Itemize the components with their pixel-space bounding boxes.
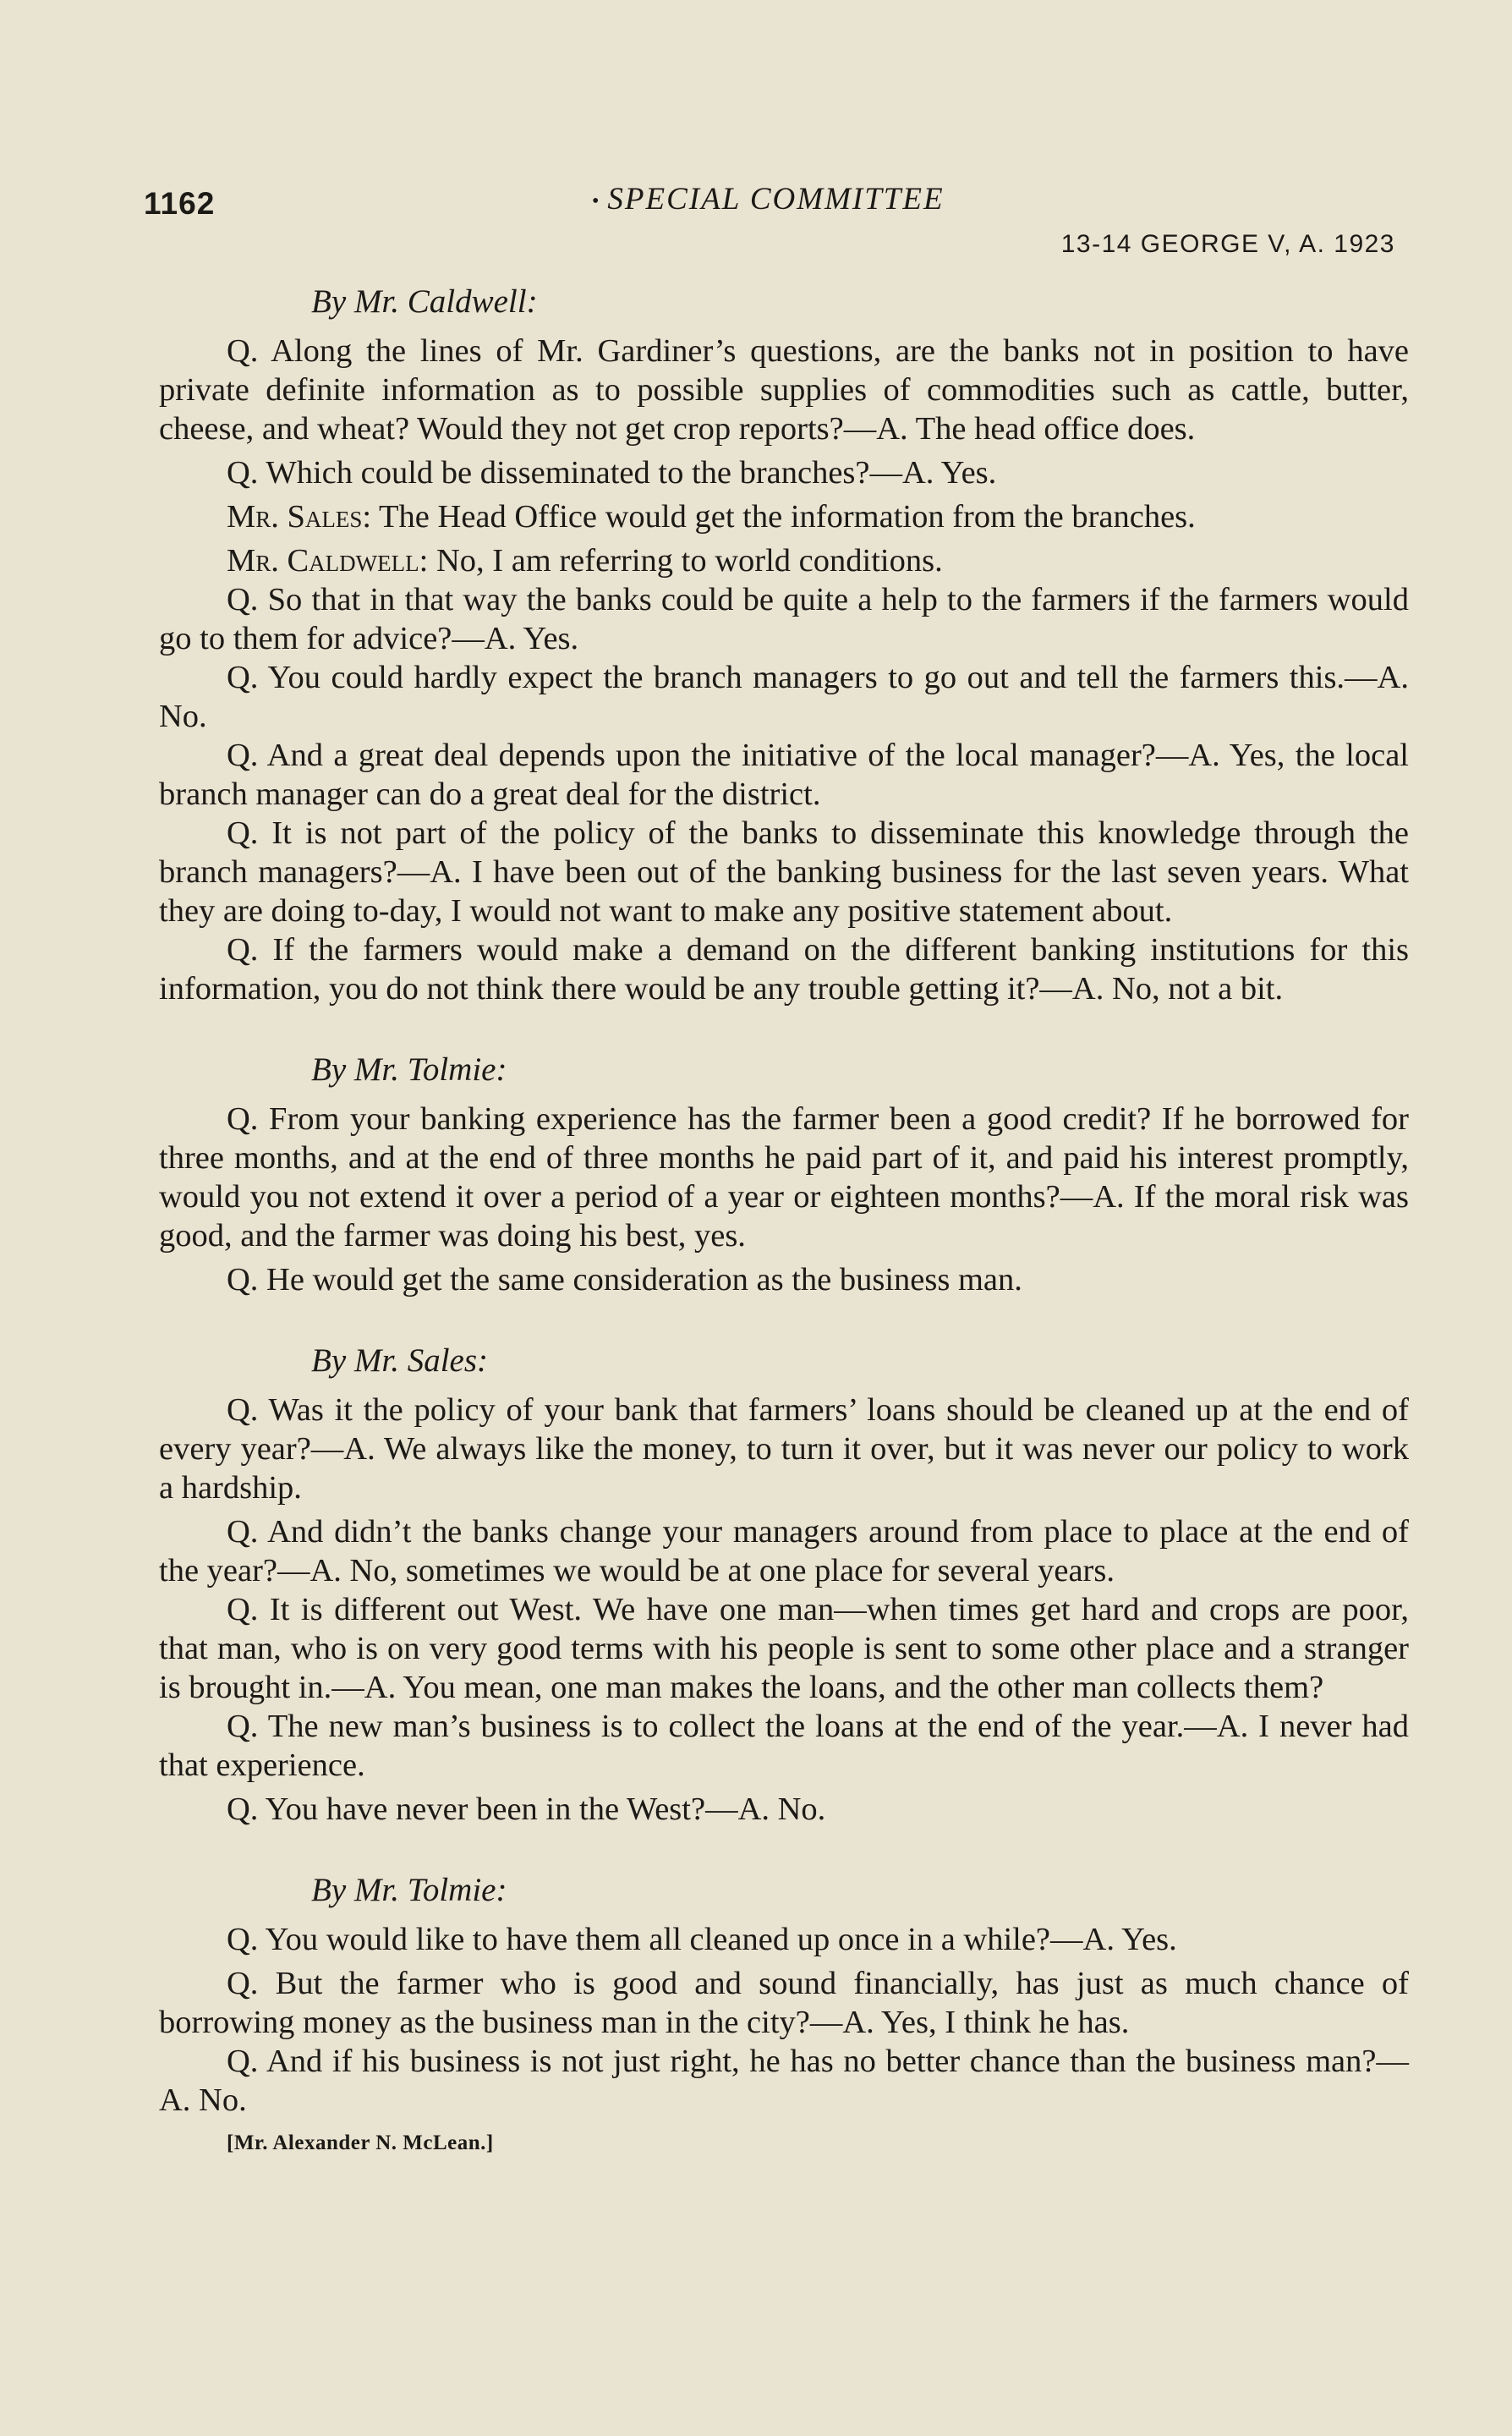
transcript-paragraph: Q. He would get the same consideration as the business man.: [227, 1262, 1022, 1298]
transcript-paragraph: Q. It is not part of the policy of the banks to disseminate this knowledge through the branch managers?—A. I have been out of the banking business for the last seven years. What they are doing to-day, I would not want to make any positive statement about.: [159, 815, 1409, 929]
transcript-paragraph: Q. If the farmers would make a demand on the different banking institutions for this information, you do not think there would be any trouble getting it?—A. No, not a bit.: [159, 932, 1409, 1007]
transcript-paragraph: Q. Was it the policy of your bank that farmers’ loans should be cleaned up at the end of every year?—A. We always like the money, to turn it over, but it was never our policy to work a hardship.: [159, 1392, 1409, 1506]
transcript-body: [159, 279, 1409, 2157]
speaker-statement: No, I am referring to world conditions.: [428, 543, 943, 579]
speaker-name: Mr. Caldwell:: [227, 543, 429, 579]
section-heading-sales: By Mr. Sales:: [311, 1342, 489, 1379]
page-number: 1162: [144, 186, 216, 221]
transcript-paragraph: Q. It is different out West. We have one man—when times get hard and crops are poor, that man, who is on very good terms with his people is sent to some other place and a stranger is brought in.—A. You mean, one man makes the loans, and the other man collects them?: [159, 1592, 1409, 1705]
section-heading-caldwell: By Mr. Caldwell:: [311, 283, 538, 320]
witness-footnote: [Mr. Alexander N. McLean.]: [227, 2132, 494, 2154]
transcript-paragraph: Q. From your banking experience has the farmer been a good credit? If he borrowed for three months, and at the end of three months he paid part of it, and paid his interest promptly, would you not extend it over a period of a year or eighteen months?—A. If the moral risk was good, and the farmer was doing his best, yes.: [159, 1101, 1409, 1254]
speaker-name: Mr. Sales:: [227, 499, 372, 535]
running-title-text: SPECIAL COMMITTEE: [607, 182, 945, 217]
transcript-paragraph: Q. The new man’s business is to collect the loans at the end of the year.—A. I never had that experience.: [159, 1709, 1409, 1783]
transcript-paragraph: Q. You would like to have them all cleaned up once in a while?—A. Yes.: [227, 1922, 1177, 1957]
transcript-paragraph: Q. So that in that way the banks could be quite a help to the farmers if the farmers would go to them for advice?—A. Yes.: [159, 582, 1409, 656]
transcript-paragraph: Q. And a great deal depends upon the initiative of the local manager?—A. Yes, the local branch manager can do a great deal for the district.: [159, 738, 1409, 812]
session-reference: 13-14 GEORGE V, A. 1923: [1060, 230, 1395, 258]
transcript-paragraph: Q. Which could be disseminated to the branches?—A. Yes.: [227, 455, 997, 491]
bullet-icon: •: [592, 190, 601, 213]
running-title: [592, 181, 945, 217]
transcript-paragraph: [159, 497, 1409, 536]
transcript-paragraph: Q. And didn’t the banks change your managers around from place to place at the end of the year?—A. No, sometimes we would be at one place for several years.: [159, 1514, 1409, 1588]
transcript-paragraph: Q. But the farmer who is good and sound financially, has just as much chance of borrowing money as the business man in the city?—A. Yes, I think he has.: [159, 1966, 1409, 2040]
transcript-paragraph: [159, 541, 1409, 580]
speaker-statement: The Head Office would get the information from the branches.: [371, 499, 1196, 535]
transcript-paragraph: Q. You could hardly expect the branch managers to go out and tell the farmers this.—A. No.: [159, 660, 1409, 734]
transcript-paragraph: Q. And if his business is not just right, he has no better chance than the business man?—A. No.: [159, 2044, 1409, 2118]
transcript-paragraph: Q. You have never been in the West?—A. No.: [227, 1791, 826, 1827]
section-heading-tolmie-2: By Mr. Tolmie:: [311, 1872, 507, 1908]
section-heading-tolmie: By Mr. Tolmie:: [311, 1051, 507, 1088]
transcript-paragraph: Q. Along the lines of Mr. Gardiner’s questions, are the banks not in position to have private definite information as to possible supplies of commodities such as cattle, butter, cheese, and wheat? Would they not get crop reports?—A. The head office does.: [159, 333, 1409, 447]
